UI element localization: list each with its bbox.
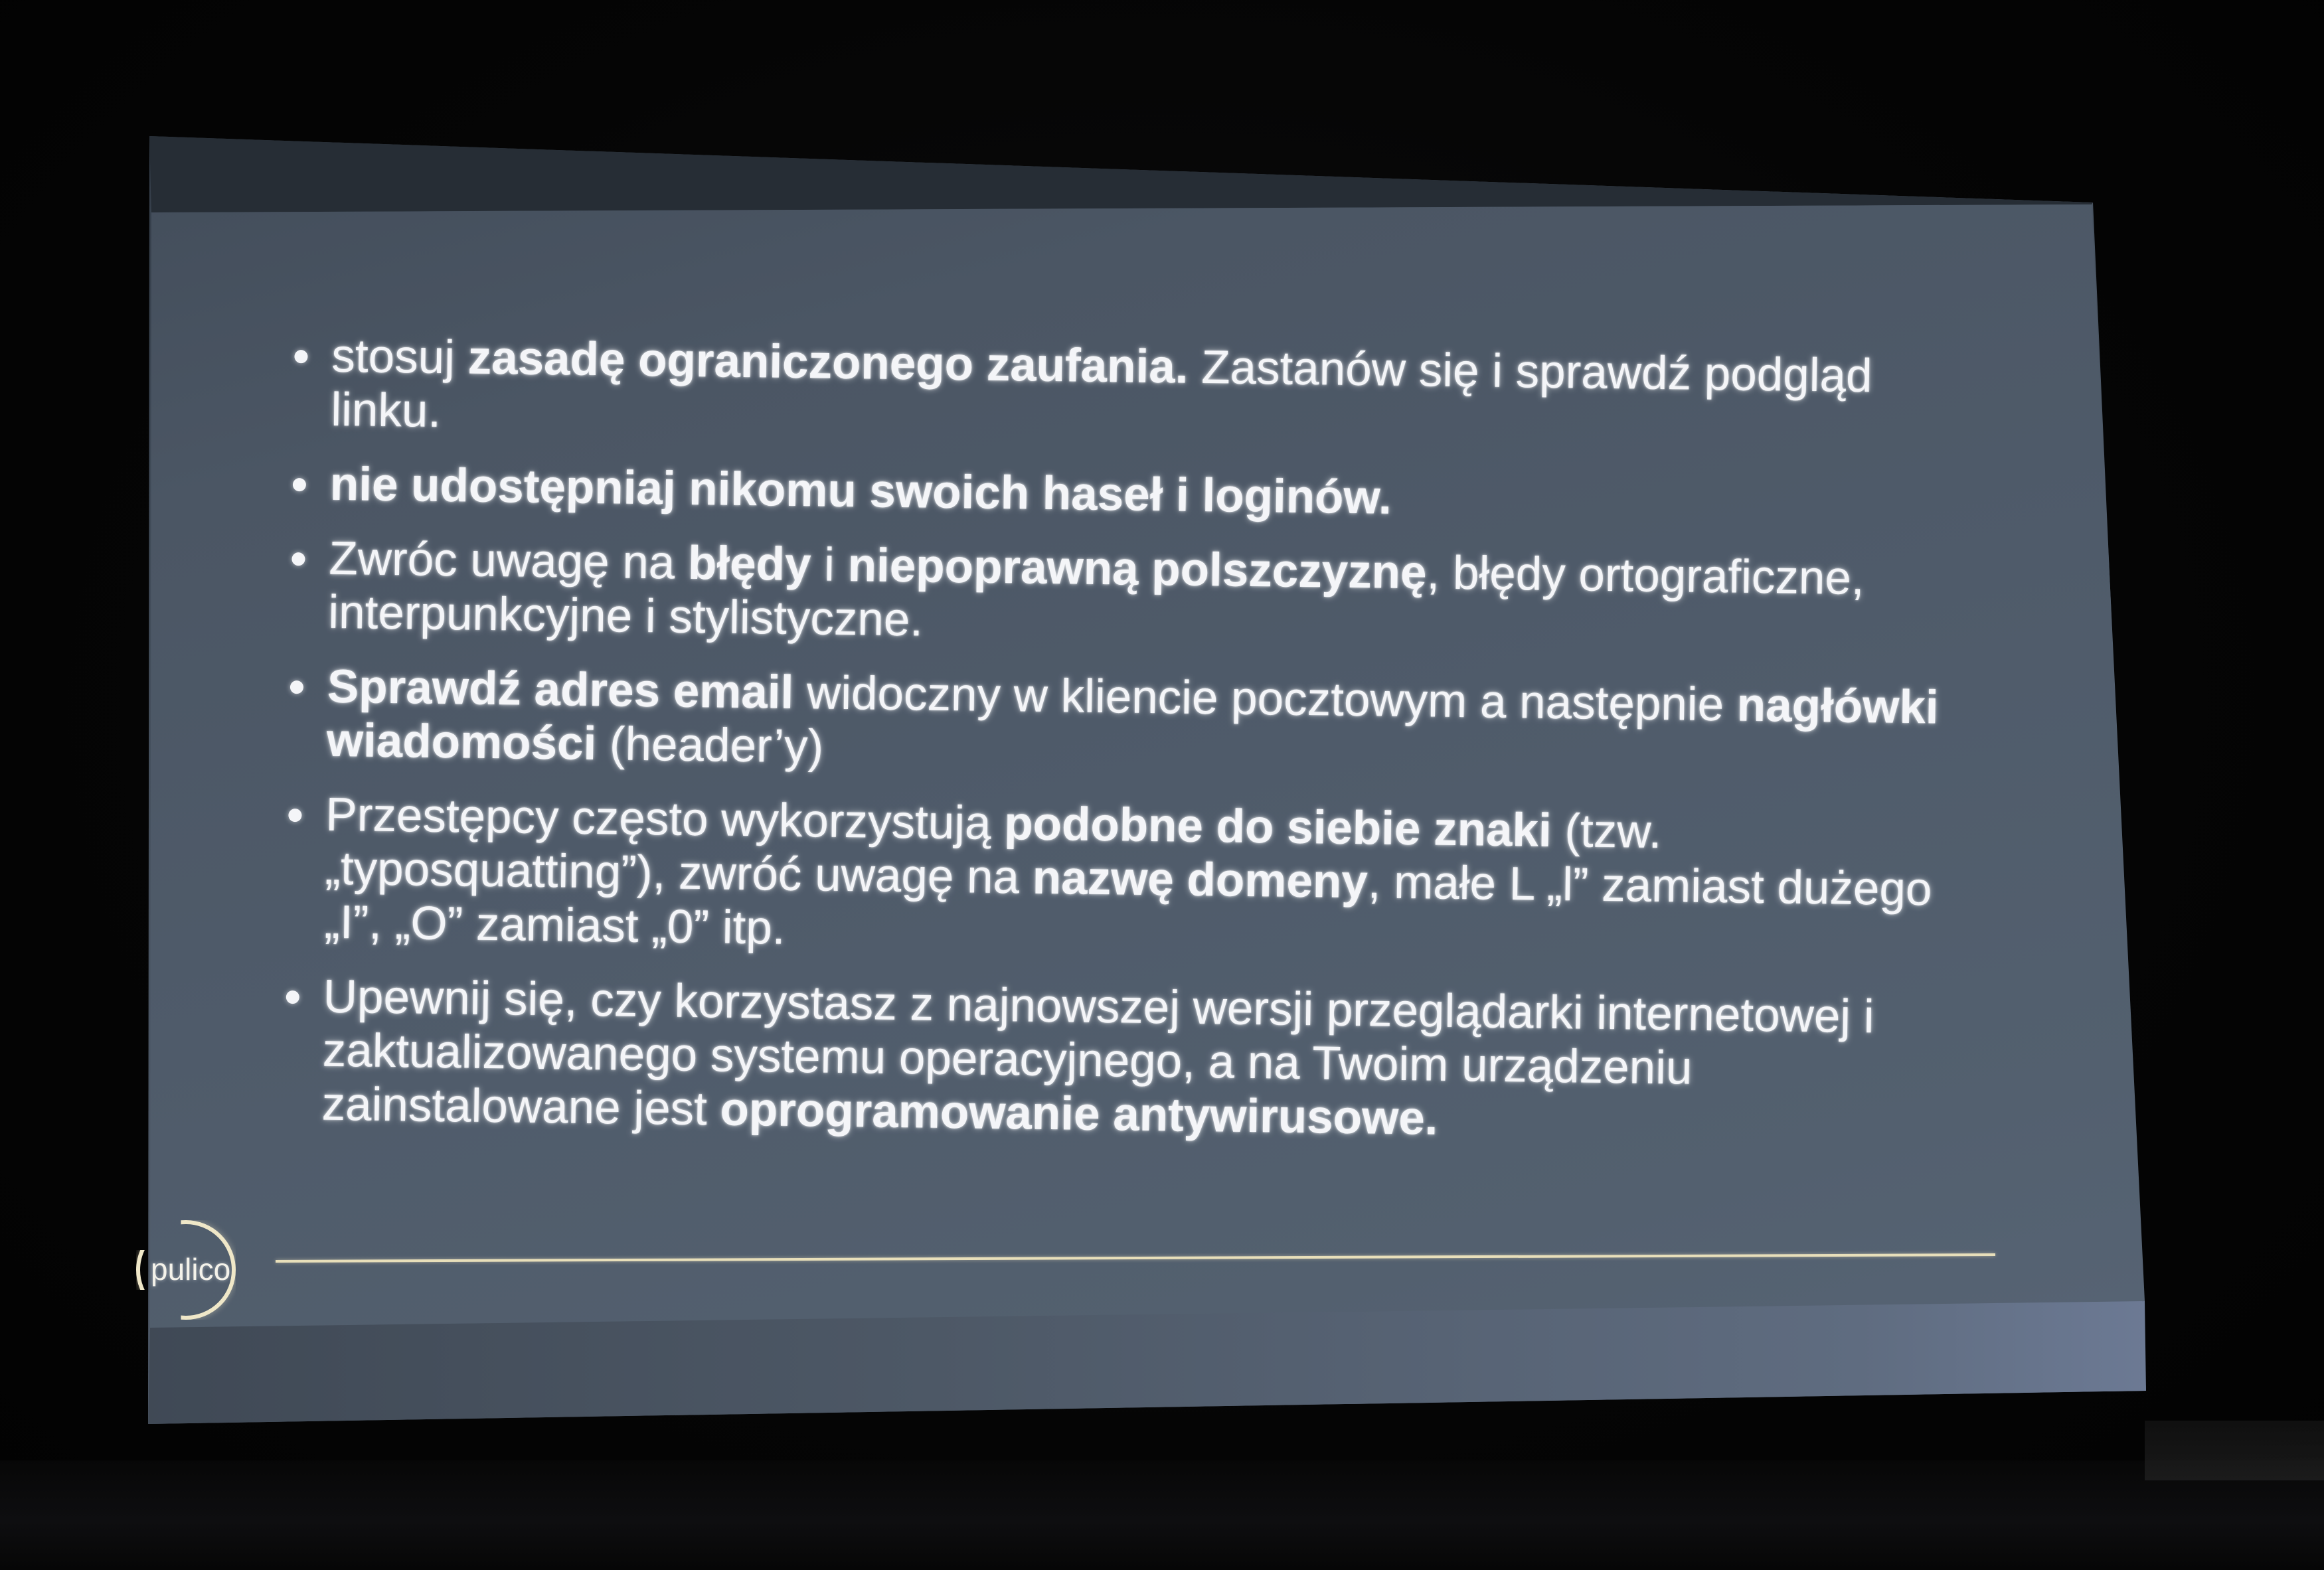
- company-logo: [136, 1220, 242, 1320]
- bullet-text-bold: nagłówki wiadomości: [326, 678, 1940, 771]
- bullet-dot-icon: [290, 680, 303, 694]
- bullet-text: , błędy ortograficzne, interpunkcyjne i stylistyczne.: [327, 546, 1865, 647]
- bullet-text: Zwróc uwagę na: [328, 532, 689, 589]
- bullet-text: stosuj: [331, 329, 469, 384]
- logo-text: pulico: [151, 1252, 231, 1287]
- stage-floor: [0, 1460, 2324, 1570]
- bullet-dot-icon: [286, 990, 299, 1004]
- bullet-text: widoczny w kliencie pocztowym a następnie: [793, 666, 1738, 732]
- bullet-item: [284, 787, 1959, 971]
- bullet-text: Przestępcy często wykorzystują: [325, 788, 1005, 850]
- bullet-dot-icon: [294, 350, 307, 363]
- bullet-text: (tzw. „typosquatting”), zwróć uwagę na: [324, 804, 1662, 904]
- bullet-text-bold: nie udostępniaj nikomu swoich haseł i loginów.: [329, 457, 1392, 524]
- bullet-text-bold: podobne do siebie znaki: [1003, 797, 1552, 857]
- bullet-item: [290, 457, 1963, 532]
- bullet-text: Zastanów się i sprawdź podgląd linku.: [330, 341, 1873, 437]
- bullet-text-bold: oprogramowanie antywirusowe.: [720, 1083, 1438, 1145]
- bullet-dot-icon: [293, 478, 306, 491]
- bullet-dot-icon: [288, 809, 301, 822]
- bullet-text-bold: nazwę domeny: [1032, 851, 1369, 909]
- bullet-text: (header’y): [596, 718, 824, 773]
- bullet-item: [288, 531, 1963, 661]
- stage-edge: [2145, 1421, 2324, 1480]
- bullet-text: Upewnij się, czy korzystasz z najnowszej wersji przeglądarki internetowej i zaktualizowanego systemu operacyjnego, a na Twoim urządzeniu zainstalowane jest: [321, 970, 1875, 1136]
- bullet-text-bold: Sprawdź adres email: [327, 660, 794, 719]
- bullet-list: [282, 329, 1965, 1173]
- bullet-text-bold: błędy: [687, 536, 812, 591]
- bullet-item: [286, 659, 1961, 789]
- bullet-text: i: [811, 538, 849, 591]
- bullet-item: [282, 969, 1957, 1152]
- bullet-text: , małe L „l” zamiast dużego „I”, „O” zamiast „0” itp.: [323, 856, 1932, 955]
- bullet-item: [291, 329, 1965, 458]
- bullet-text-bold: zasadę ograniczonego zaufania.: [467, 331, 1189, 394]
- bullet-text-bold: niepoprawną polszczyznę: [847, 538, 1428, 599]
- bullet-dot-icon: [291, 552, 305, 566]
